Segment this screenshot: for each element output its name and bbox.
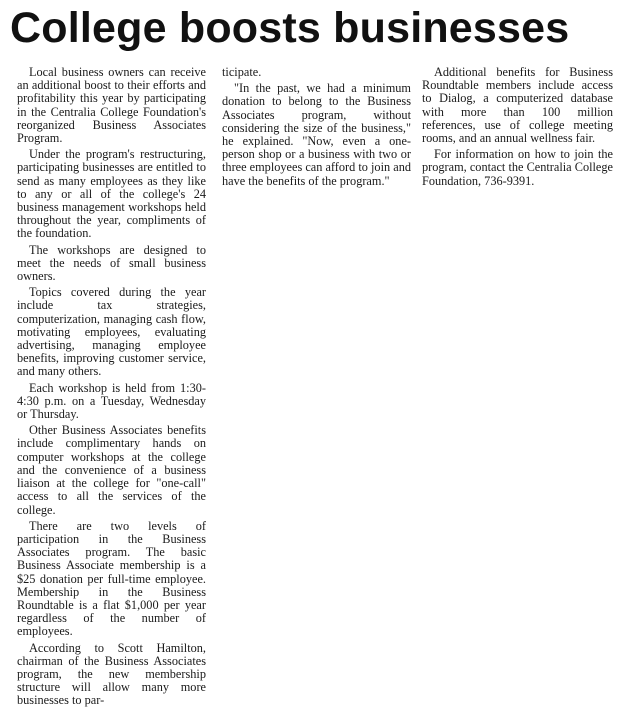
paragraph: Other Business Associates benefits include complimentary hands on computer workshops at the college and the convenience of a business liaison at the college for "one-call" access to all the services of the college. <box>17 423 206 517</box>
paragraph: The workshops are designed to meet the needs of small business owners. <box>17 242 206 284</box>
paragraph: Additional benefits for Business Roundtable members include access to Dialog, a computerized database with more than 100 million references, use of college meeting rooms, and an annual wellness fair. <box>422 65 613 146</box>
article-column-1 <box>17 66 206 711</box>
article-column-3 <box>422 66 613 191</box>
paragraph: According to Scott Hamilton, chairman of the Business Associates program, the new membership structure will allow many more businesses to par- <box>17 640 206 708</box>
paragraph-continuation: ticipate. <box>222 65 262 79</box>
paragraph: Local business owners can receive an additional boost to their efforts and profitability this year by participating in the Centralia College Foundation's reorganized Business Associates Program. <box>17 65 206 146</box>
paragraph: Each workshop is held from 1:30-4:30 p.m. on a Tuesday, Wednesday or Thursday. <box>17 380 206 422</box>
paragraph: Topics covered during the year include tax strategies, computerization, managing cash flow, motivating employees, evaluating advertising, managing employee benefits, improving customer service, and many others. <box>17 285 206 379</box>
paragraph: Under the program's restructuring, participating businesses are entitled to send as many employees as they like to any or all of the college's 24 business management workshops held throughout the year, compliments of the foundation. <box>17 147 206 241</box>
paragraph: For information on how to join the program, contact the Centralia College Foundation, 736-9391. <box>422 147 613 188</box>
headline: College boosts businesses <box>10 4 570 52</box>
article-column-2 <box>222 66 411 191</box>
paragraph: There are two levels of participation in the Business Associates program. The basic Business Associate membership is a $25 donation per full-time employee. Membership in the Business Roundtable is a flat $1,000 per year regardless of the number of employees. <box>17 518 206 639</box>
paragraph: "In the past, we had a minimum donation to belong to the Business Associates program, without considering the size of the business," he explained. "Now, even a one-person shop or a business with two or three employees can afford to join and have the benefits of the program." <box>222 81 411 188</box>
